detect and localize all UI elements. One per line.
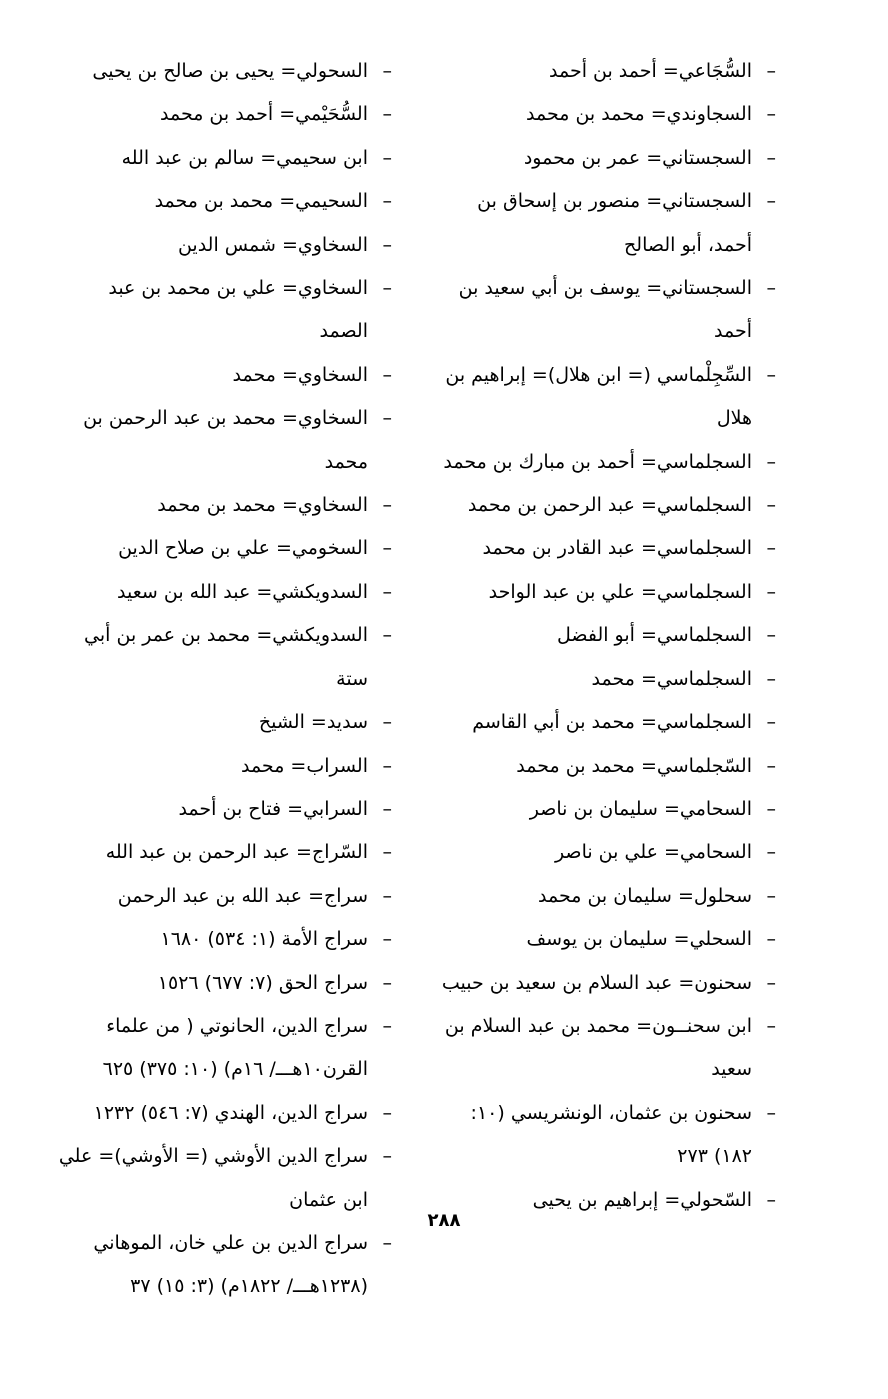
left-column xyxy=(56,50,396,1309)
entry-text: سحنون= عبد السلام بن سعيد بن حبيب xyxy=(441,971,752,994)
index-entry xyxy=(56,1092,396,1135)
index-entry xyxy=(56,918,396,961)
entry-text: السجلماسي= أحمد بن مبارك بن محمد xyxy=(443,450,752,473)
index-entry xyxy=(440,745,780,788)
index-entry xyxy=(56,788,396,831)
entry-text: السجستاني= يوسف بن أبي سعيد بن أحمد xyxy=(458,277,752,343)
index-entry xyxy=(440,658,780,701)
entry-dash: – xyxy=(766,146,776,169)
index-entry xyxy=(56,137,396,180)
entry-dash: – xyxy=(382,624,392,647)
entry-text: السجلماسي= محمد xyxy=(591,667,752,690)
entry-dash: – xyxy=(382,1145,392,1168)
entry-text: السجلماسي= محمد بن أبي القاسم xyxy=(472,711,752,734)
entry-text: السخاوي= محمد بن عبد الرحمن بن محمد xyxy=(83,407,368,473)
entry-text: السخاوي= محمد xyxy=(232,363,368,386)
entry-dash: – xyxy=(766,1188,776,1211)
entry-dash: – xyxy=(766,624,776,647)
index-entry xyxy=(440,267,780,354)
entry-dash: – xyxy=(382,407,392,430)
entry-dash: – xyxy=(766,711,776,734)
index-entry xyxy=(440,614,780,657)
entry-text: سراج الأمة (١: ٥٣٤) ١٦٨٠ xyxy=(160,928,368,951)
index-entry xyxy=(440,93,780,136)
index-entry xyxy=(440,875,780,918)
entry-text: ابن سحنــون= محمد بن عبد السلام بن سعيد xyxy=(444,1014,752,1081)
index-entry xyxy=(440,527,780,570)
index-entry xyxy=(440,788,780,831)
entry-text: سراج الدين الأوشي (= الأوشي)= علي ابن عثمان xyxy=(58,1145,368,1211)
index-entry xyxy=(56,614,396,701)
entry-dash: – xyxy=(766,667,776,690)
entry-text: سراج الدين، الحانوتي ( من علماء القرن١٠هـــ/ ١٦م) (١٠: ٣٧٥) ٦٢٥ xyxy=(102,1014,368,1081)
entry-dash: – xyxy=(766,580,776,603)
entry-text: سراج الدين، الهندي (٧: ٥٤٦) ١٢٣٢ xyxy=(93,1101,368,1124)
index-entry xyxy=(440,918,780,961)
entry-text: السجلماسي= عبد الرحمن بن محمد xyxy=(467,494,752,517)
entry-dash: – xyxy=(766,1101,776,1124)
page-number: ٢٨٨ xyxy=(427,1210,461,1231)
index-entry xyxy=(440,701,780,744)
entry-dash: – xyxy=(382,1014,392,1037)
entry-dash: – xyxy=(766,450,776,473)
entry-dash: – xyxy=(382,277,392,300)
entry-text: السجاوندي= محمد بن محمد xyxy=(526,103,752,126)
index-entry xyxy=(440,50,780,93)
entry-text: السدويكشي= عبد الله بن سعيد xyxy=(117,580,368,603)
index-entry xyxy=(440,354,780,441)
index-entry xyxy=(56,397,396,484)
entry-text: السّجلماسي= محمد بن محمد xyxy=(516,754,752,777)
entry-text: السّحولي= إبراهيم بن يحيى xyxy=(532,1188,752,1211)
entry-text: سراج الحق (٧: ٦٧٧) ١٥٢٦ xyxy=(157,971,368,994)
entry-text: السخاوي= علي بن محمد بن عبد الصمد xyxy=(108,277,368,343)
entry-text: سراج الدين بن علي خان، الموهاني (١٢٣٨هـــ/ ١٨٢٢م) (٣: ١٥) ٣٧ xyxy=(93,1231,368,1298)
entry-text: السُّجَاعي= أحمد بن أحمد xyxy=(549,60,752,82)
index-entry xyxy=(440,180,780,267)
entry-text: السجستاني= منصور بن إسحاق بن أحمد، أبو الصالح xyxy=(477,190,752,256)
entry-dash: – xyxy=(382,754,392,777)
index-entry xyxy=(440,441,780,484)
entry-dash: – xyxy=(766,277,776,300)
index-entry xyxy=(56,831,396,874)
index-entry xyxy=(440,1092,780,1179)
entry-dash: – xyxy=(382,580,392,603)
entry-text: السحامي= سليمان بن ناصر xyxy=(529,797,752,820)
index-entry xyxy=(56,267,396,354)
right-column xyxy=(440,50,780,1222)
entry-text: السخومي= علي بن صلاح الدين xyxy=(118,537,368,560)
entry-dash: – xyxy=(382,971,392,994)
index-entry xyxy=(56,701,396,744)
entry-dash: – xyxy=(382,363,392,386)
index-entry xyxy=(56,1005,396,1092)
entry-dash: – xyxy=(382,190,392,213)
index-entry xyxy=(440,1005,780,1092)
entry-dash: – xyxy=(766,884,776,907)
entry-text: السجستاني= عمر بن محمود xyxy=(523,146,752,169)
entry-dash: – xyxy=(766,363,776,386)
entry-text: السرابي= فتاح بن أحمد xyxy=(178,797,368,820)
entry-dash: – xyxy=(766,841,776,864)
entry-text: سراج= عبد الله بن عبد الرحمن xyxy=(117,884,368,907)
index-entry xyxy=(56,180,396,223)
entry-dash: – xyxy=(382,841,392,864)
entry-text: السّراج= عبد الرحمن بن عبد الله xyxy=(105,841,368,864)
entry-text: السخاوي= شمس الدين xyxy=(177,233,368,256)
entry-dash: – xyxy=(766,797,776,820)
index-entry xyxy=(56,962,396,1005)
entry-text: السحولي= يحيى بن صالح بن يحيى xyxy=(92,60,368,82)
entry-text: السجلماسي= عبد القادر بن محمد xyxy=(482,537,752,560)
entry-text: السجلماسي= أبو الفضل xyxy=(556,624,752,647)
entry-dash: – xyxy=(382,928,392,951)
entry-dash: – xyxy=(766,971,776,994)
index-entry xyxy=(56,527,396,570)
entry-dash: – xyxy=(766,103,776,126)
entry-text: السحيمي= محمد بن محمد xyxy=(154,190,368,213)
index-entry xyxy=(56,875,396,918)
entry-text: السِّجِلْماسي (= ابن هلال)= إبراهيم بن هلال xyxy=(445,363,752,430)
index-entry xyxy=(440,962,780,1005)
index-entry xyxy=(56,1222,396,1309)
entry-dash: – xyxy=(766,537,776,560)
entry-text: ابن سحيمي= سالم بن عبد الله xyxy=(121,146,368,169)
entry-dash: – xyxy=(766,754,776,777)
entry-text: السحلي= سليمان بن يوسف xyxy=(526,928,752,951)
entry-dash: – xyxy=(382,233,392,256)
index-entry xyxy=(56,224,396,267)
entry-dash: – xyxy=(382,494,392,517)
index-entry xyxy=(56,93,396,136)
entry-dash: – xyxy=(382,797,392,820)
entry-dash: – xyxy=(766,190,776,213)
index-entry xyxy=(56,571,396,614)
entry-text: السحامي= علي بن ناصر xyxy=(554,841,752,864)
entry-text: السراب= محمد xyxy=(240,754,368,777)
entry-text: سحنون بن عثمان، الونشريسي (١٠: ١٨٢) ٢٧٣ xyxy=(470,1101,752,1168)
index-entry xyxy=(440,484,780,527)
entry-dash: – xyxy=(382,884,392,907)
entry-text: سحلول= سليمان بن محمد xyxy=(538,884,752,907)
entry-dash: – xyxy=(766,1014,776,1037)
index-entry xyxy=(56,354,396,397)
entry-text: السدويكشي= محمد بن عمر بن أبي ستة xyxy=(84,624,368,690)
entry-dash: – xyxy=(382,103,392,126)
entry-dash: – xyxy=(382,146,392,169)
index-entry xyxy=(440,831,780,874)
entry-dash: – xyxy=(382,1231,392,1254)
entry-text: سديد= الشيخ xyxy=(258,711,368,734)
index-entry xyxy=(440,137,780,180)
entry-text: السُّحَيْمي= أحمد بن محمد xyxy=(159,103,368,126)
entry-dash: – xyxy=(382,1101,392,1124)
entry-text: السخاوي= محمد بن محمد xyxy=(157,494,368,517)
index-entry xyxy=(56,484,396,527)
entry-dash: – xyxy=(382,537,392,560)
index-entry xyxy=(56,50,396,93)
index-entry xyxy=(440,571,780,614)
entry-dash: – xyxy=(766,928,776,951)
entry-text: السجلماسي= علي بن عبد الواحد xyxy=(488,580,752,603)
index-entry xyxy=(56,745,396,788)
entry-dash: – xyxy=(766,60,776,82)
entry-dash: – xyxy=(766,494,776,517)
entry-dash: – xyxy=(382,711,392,734)
index-entry xyxy=(56,1135,396,1222)
entry-dash: – xyxy=(382,60,392,82)
